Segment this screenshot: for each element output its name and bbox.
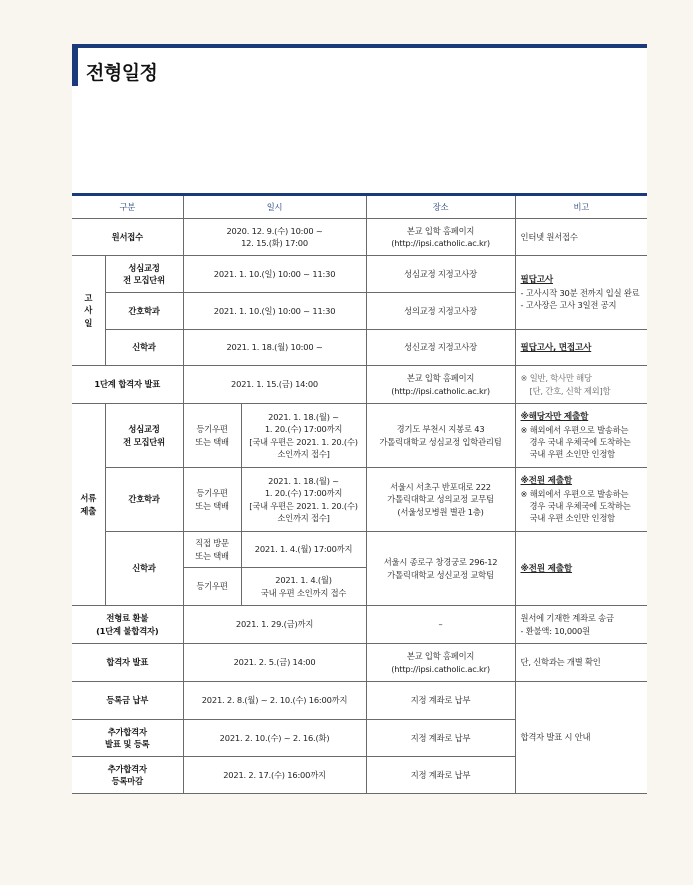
note-line: [단, 간호, 신학 제외]함 [529, 385, 611, 396]
table-row [72, 606, 647, 644]
place-line: 본교 입학 홈페이지 [406, 225, 475, 236]
date-cell: 2021. 1. 10.(일) 10:00 ~ 11:30 [183, 256, 366, 293]
table-row [72, 256, 647, 293]
date-line: 소인까지 접수] [277, 448, 330, 459]
place-line: 본교 입학 홈페이지 [406, 651, 475, 662]
date-line: 2021. 1. 18.(월) ~ [268, 476, 339, 487]
date-cell: 2021. 2. 10.(수) ~ 2. 16.(화) [183, 720, 366, 757]
group-label-exam [72, 256, 105, 366]
place-line: 가톨릭대학교 성심교정 입학관리팀 [379, 436, 502, 447]
table-row [72, 532, 647, 568]
date-cell: 2021. 2. 8.(월) ~ 2. 10.(수) 16:00까지 [183, 682, 366, 720]
sub-line: 전 모집단위 [123, 436, 165, 447]
note-cell [515, 532, 647, 606]
place-cell: 지정 계좌로 납부 [366, 682, 515, 720]
header-date: 일시 [183, 195, 366, 219]
method-line: 또는 택배 [195, 500, 229, 511]
date-line: 2020. 12. 9.(수) 10:00 ~ [226, 225, 323, 236]
place-line: 가톨릭대학교 성신교정 교학팀 [387, 569, 494, 580]
place-cell [366, 366, 515, 404]
date-cell: 2021. 2. 5.(금) 14:00 [183, 644, 366, 682]
note-heading: ※해당자만 제출함 [520, 412, 589, 423]
date-line: [국내 우편은 2021. 1. 20.(수) [249, 500, 358, 511]
method-cell [183, 404, 241, 468]
place-line: 경기도 부천시 지봉로 43 [396, 424, 485, 435]
place-link[interactable]: (http://ipsi.catholic.ac.kr) [391, 385, 490, 396]
note-cell [515, 330, 647, 366]
place-link[interactable]: (http://ipsi.catholic.ac.kr) [391, 663, 490, 674]
note-line: - 환불액: 10,000원 [520, 625, 590, 636]
table-row [72, 468, 647, 532]
sub-label [105, 404, 183, 468]
date-cell: 2021. 2. 17.(수) 16:00까지 [183, 757, 366, 794]
sub-label: 간호학과 [105, 468, 183, 532]
place-line: 가톨릭대학교 성의교정 교무팀 [387, 494, 494, 505]
note-cell: 합격자 발표 시 안내 [515, 682, 647, 794]
date-line: 12. 15.(화) 17:00 [241, 238, 308, 248]
note-cell: 단, 신학과는 개별 확인 [515, 644, 647, 682]
place-line: 본교 입학 홈페이지 [406, 373, 475, 384]
method-line: 또는 택배 [195, 550, 229, 561]
place-cell [366, 404, 515, 468]
title-accent-bar [72, 44, 78, 86]
sub-line: 전 모집단위 [123, 275, 165, 285]
sub-label: 신학과 [105, 330, 183, 366]
group-label-docs [72, 404, 105, 606]
sub-label [105, 256, 183, 293]
group-char: 사 [84, 305, 93, 316]
row-label: 원서접수 [72, 219, 183, 256]
row-label [72, 720, 183, 757]
header-category: 구분 [72, 195, 183, 219]
label-line: (1단계 불합격자) [96, 625, 159, 636]
method-cell [183, 532, 241, 568]
note-line: ※ 일반, 학사만 해당 [520, 373, 592, 384]
table-row [72, 644, 647, 682]
sub-label: 신학과 [105, 532, 183, 606]
note-line: 국내 우편 소인만 인정함 [529, 448, 615, 459]
method-cell: 등기우편 [183, 568, 241, 606]
note-line: - 고사시작 30분 전까지 입실 완료 [520, 287, 640, 298]
table-row [72, 682, 647, 720]
method-line: 등기우편 [196, 424, 228, 435]
header-place: 장소 [366, 195, 515, 219]
date-cell: 2021. 1. 15.(금) 14:00 [183, 366, 366, 404]
place-cell: 지정 계좌로 납부 [366, 757, 515, 794]
date-cell: 2021. 1. 18.(월) 10:00 ~ [183, 330, 366, 366]
label-line: 전형료 환불 [106, 613, 149, 624]
note-line: ※ 해외에서 우편으로 발송하는 [520, 488, 629, 499]
note-cell [515, 366, 647, 404]
date-line: 소인까지 접수] [277, 512, 330, 523]
date-line: 국내 우편 소인까지 접수 [260, 587, 347, 598]
schedule-table [72, 193, 647, 794]
header-note: 비고 [515, 195, 647, 219]
note-heading: ※전원 제출함 [520, 476, 572, 487]
note-line: 경우 국내 우체국에 도착하는 [529, 436, 631, 447]
place-cell [366, 219, 515, 256]
sub-label: 간호학과 [105, 293, 183, 330]
label-line: 추가합격자 [107, 763, 147, 774]
date-cell [241, 568, 366, 606]
row-label: 1단계 합격자 발표 [72, 366, 183, 404]
note-line: - 고사장은 고사 3일전 공지 [520, 299, 617, 310]
label-line: 추가합격자 [107, 726, 147, 737]
method-line: 직접 방문 [195, 538, 229, 549]
note-line: 원서에 기재한 계좌로 송금 [520, 613, 614, 624]
note-heading: 필답고사 [520, 275, 553, 286]
table-row [72, 219, 647, 256]
date-cell: 2021. 1. 29.(금)까지 [183, 606, 366, 644]
method-line: 또는 택배 [195, 436, 229, 447]
place-cell: 성신교정 지정고사장 [366, 330, 515, 366]
date-line: 2021. 1. 18.(월) ~ [268, 412, 339, 423]
place-line: 서울시 서초구 반포대로 222 [390, 482, 491, 493]
note-line: ※ 해외에서 우편으로 발송하는 [520, 424, 629, 435]
place-line: (서울성모병원 별관 1층) [397, 506, 484, 517]
row-label: 등록금 납부 [72, 682, 183, 720]
note-cell [515, 256, 647, 330]
label-line: 발표 및 등록 [105, 739, 150, 749]
title-block [72, 44, 647, 104]
table-row [72, 404, 647, 468]
place-cell: 지정 계좌로 납부 [366, 720, 515, 757]
title-top-bar [72, 44, 647, 48]
date-cell [241, 404, 366, 468]
place-cell: – [366, 606, 515, 644]
place-cell [366, 532, 515, 606]
table-header-row [72, 195, 647, 219]
date-cell: 2021. 1. 4.(월) 17:00까지 [241, 532, 366, 568]
sub-line: 성심교정 [128, 424, 160, 435]
place-cell [366, 468, 515, 532]
note-line: 경우 국내 우체국에 도착하는 [529, 500, 631, 511]
date-cell [183, 219, 366, 256]
row-label [72, 606, 183, 644]
note-heading: ※전원 제출함 [520, 563, 572, 574]
group-line: 제출 [80, 505, 97, 516]
row-label: 합격자 발표 [72, 644, 183, 682]
method-cell [183, 468, 241, 532]
place-cell: 성심교정 지정고사장 [366, 256, 515, 293]
group-char: 일 [84, 317, 93, 328]
date-line: 2021. 1. 4.(월) [275, 575, 332, 586]
date-line: [국내 우편은 2021. 1. 20.(수) [249, 436, 358, 447]
group-line: 서류 [80, 493, 97, 504]
place-line: 서울시 종로구 창경궁로 296-12 [383, 557, 498, 568]
place-cell: 성의교정 지정고사장 [366, 293, 515, 330]
table-row [72, 366, 647, 404]
row-label [72, 757, 183, 794]
sub-line: 성심교정 [128, 262, 160, 273]
label-line: 등록마감 [111, 776, 143, 786]
place-cell [366, 644, 515, 682]
note-cell [515, 404, 647, 468]
note-heading: 필답고사, 면접고사 [520, 342, 592, 353]
date-cell: 2021. 1. 10.(일) 10:00 ~ 11:30 [183, 293, 366, 330]
note-cell: 인터넷 원서접수 [515, 219, 647, 256]
date-cell [241, 468, 366, 532]
place-link[interactable]: (http://ipsi.catholic.ac.kr) [391, 238, 490, 248]
method-line: 등기우편 [196, 488, 228, 499]
note-line: 국내 우편 소인만 인정함 [529, 512, 615, 523]
table-row [72, 330, 647, 366]
group-char: 고 [84, 292, 93, 303]
page-title: 전형일정 [86, 62, 158, 84]
note-cell [515, 468, 647, 532]
date-line: 1. 20.(수) 17:00까지 [264, 424, 343, 435]
date-line: 1. 20.(수) 17:00까지 [264, 488, 343, 499]
note-cell [515, 606, 647, 644]
